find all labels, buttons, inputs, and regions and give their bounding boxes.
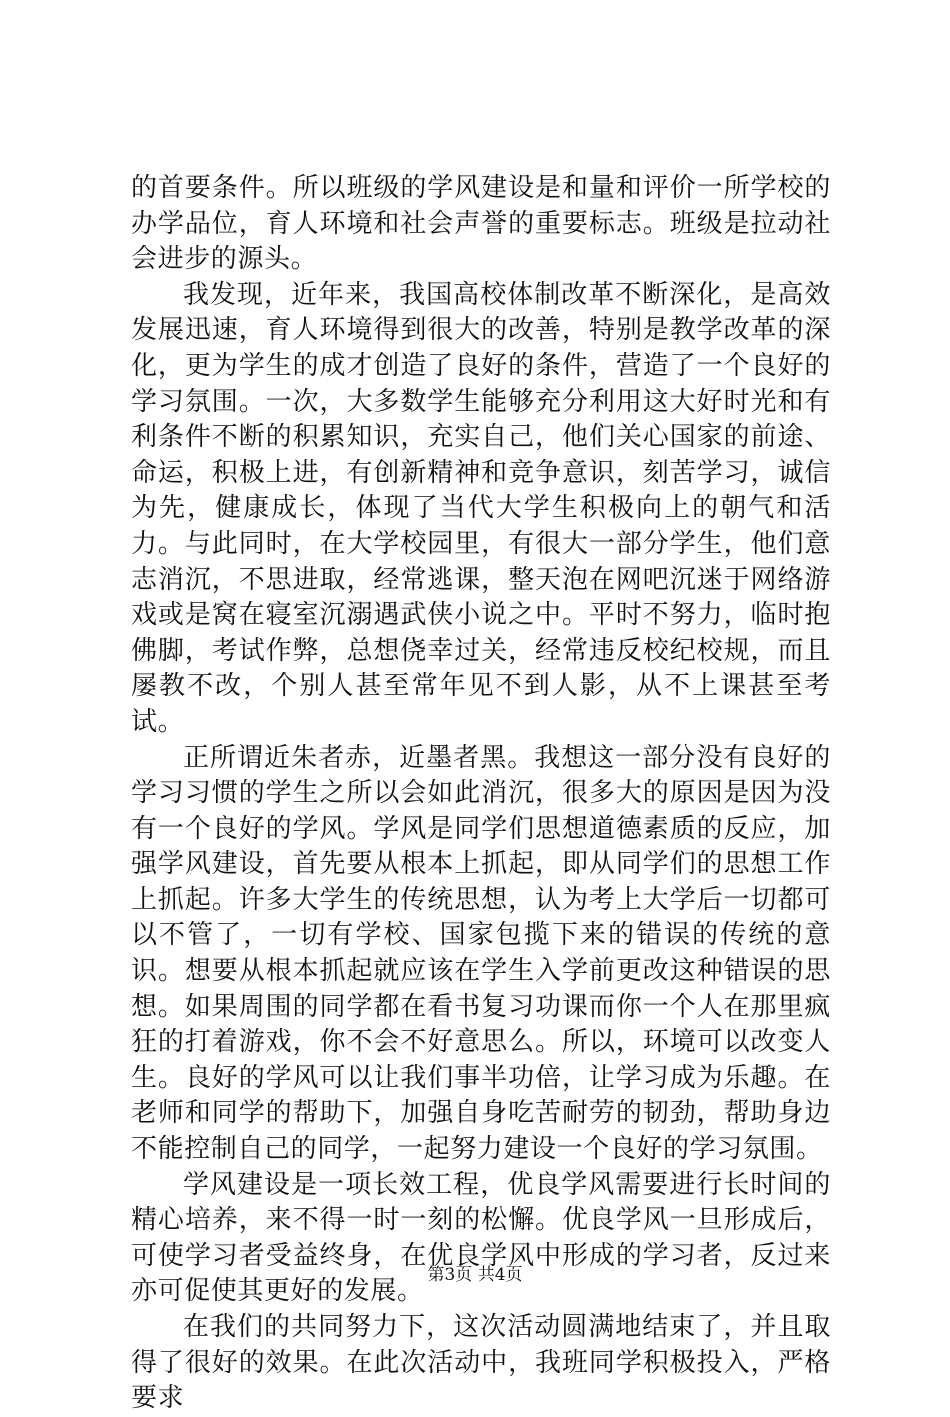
paragraph-continued: 的首要条件。所以班级的学风建设是和量和评价一所学校的办学品位，育人环境和社会声誉的重要标志。班级是拉动社会进步的源头。 <box>131 173 831 275</box>
page-footer: 第3页 共4页 <box>427 1265 523 1285</box>
document-body <box>131 171 831 1417</box>
paragraph: 学风建设是一项长效工程，优良学风需要进行长时间的精心培养，来不得一时一刻的松懈。优良学风一旦形成后，可使学习者受益终身，在优良学风中形成的学习者，反过来亦可促使其更好的发展。 <box>131 1169 831 1307</box>
paragraph: 在我们的共同努力下，这次活动圆满地结束了，并且取得了很好的效果。在此次活动中，我班同学积极投入，严格要求 <box>131 1312 831 1414</box>
paragraph: 我发现，近年来，我国高校体制改革不断深化，是高效发展迅速，育人环境得到很大的改善，特别是教学改革的深化，更为学生的成才创造了良好的条件，营造了一个良好的学习氛围。一次，大多数学生能够充分利用这大好时光和有利条件不断的积累知识，充实自己，他们关心国家的前途、命运，积极上进，有创新精神和竞争意识，刻苦学习，诚信为先，健康成长，体现了当代大学生积极向上的朝气和活力。与此同时，在大学校园里，有很大一部分学生，他们意志消沉，不思进取，经常逃课，整天泡在网吧沉迷于网络游戏或是窝在寝室沉溺遇武侠小说之中。平时不努力，临时抱佛脚，考试作弊，总想侥幸过关，经常违反校纪校规，而且屡教不改，个别人甚至常年见不到人影，从不上课甚至考试。 <box>131 279 831 737</box>
paragraph: 正所谓近朱者赤，近墨者黑。我想这一部分没有良好的学习习惯的学生之所以会如此消沉，很多大的原因是因为没有一个良好的学风。学风是同学们思想道德素质的反应，加强学风建设，首先要从根本上抓起，即从同学们的思想工作上抓起。许多大学生的传统思想，认为考上大学后一切都可以不管了，一切有学校、国家包揽下来的错误的传统的意识。想要从根本抓起就应该在学生入学前更改这种错误的思想。如果周围的同学都在看书复习功课而你一个人在那里疯狂的打着游戏，你不会不好意思么。所以，环境可以改变人生。良好的学风可以让我们事半功倍，让学习成为乐趣。在老师和同学的帮助下，加强自身吃苦耐劳的韧劲，帮助身边不能控制自己的同学，一起努力建设一个良好的学习氛围。 <box>131 742 831 1165</box>
